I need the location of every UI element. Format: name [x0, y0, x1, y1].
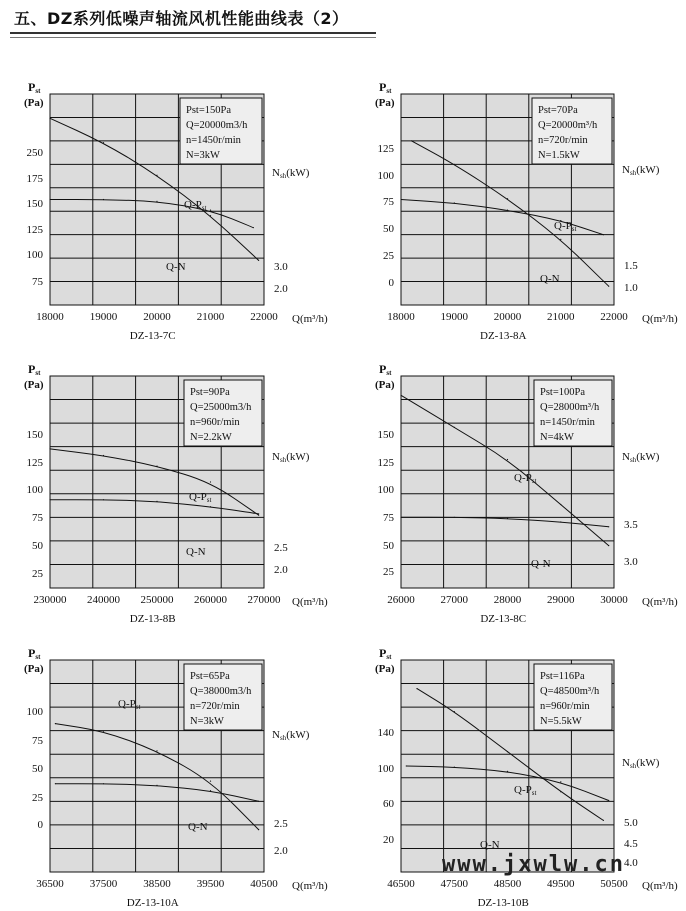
x-tick-label: 250000: [140, 594, 174, 606]
n-axis-label: Nsh(kW): [272, 167, 310, 180]
series-label-q-p-sub: st: [531, 789, 537, 797]
data-point-q-n: [49, 499, 50, 500]
x-tick-label: 21000: [196, 311, 225, 323]
y-tick-label: 0: [37, 819, 43, 831]
x-tick-label: 19000: [89, 311, 118, 323]
y-tick-label: 50: [383, 223, 394, 235]
data-point-q-n: [560, 781, 561, 782]
series-label-q-p: Q-Pst: [514, 472, 537, 485]
data-point-q-p: [411, 140, 412, 141]
data-point-q-p: [454, 164, 455, 165]
n-tick-label: 2.0: [274, 283, 288, 295]
spec-line: Q=25000m3/h: [190, 402, 252, 413]
data-point-q-p: [103, 731, 104, 732]
y-tick-label: 150: [377, 429, 394, 441]
data-point-q-n: [210, 790, 211, 791]
spec-line: Pst=150Pa: [186, 105, 232, 116]
series-label-q-n: Q-N: [186, 546, 206, 558]
data-point-q-p: [400, 395, 401, 396]
y-axis-label-sub: st: [386, 369, 392, 377]
n-tick-label: 3.0: [624, 556, 638, 568]
x-tick-label: 20000: [493, 311, 522, 323]
n-axis-label-sub: sh: [279, 734, 287, 742]
x-tick-label: 270000: [247, 594, 281, 606]
spec-line: Pst=65Pa: [190, 671, 230, 682]
x-axis-label: Q(m³/h): [642, 313, 678, 325]
data-point-q-n: [103, 499, 104, 500]
series-label-q-n: Q-N: [188, 821, 208, 833]
data-point-q-p: [103, 455, 104, 456]
data-point-q-n: [400, 517, 401, 518]
y-tick-label: 25: [32, 792, 43, 804]
n-tick-label: 3.5: [624, 519, 638, 531]
page-title: 五、DZ系列低噪声轴流风机性能曲线表（2）: [14, 9, 349, 28]
x-tick-label: 20000: [143, 311, 171, 323]
y-axis-label-sub: st: [386, 87, 392, 95]
data-point-q-p: [156, 466, 157, 467]
n-axis-label: Nsh(kW): [622, 757, 660, 770]
spec-line: N=3kW: [186, 150, 220, 161]
data-point-q-n: [454, 517, 455, 518]
y-axis-label-sub: st: [35, 87, 41, 95]
x-axis-label: Q(m³/h): [292, 313, 328, 325]
spec-line: n=1450r/min: [186, 135, 241, 146]
data-point-q-p: [258, 829, 259, 830]
data-point-q-n: [560, 521, 561, 522]
series-label-q-p-sub: st: [206, 496, 212, 504]
n-tick-label: 3.0: [274, 261, 288, 273]
data-point-q-p: [49, 448, 50, 449]
n-axis-label: Nsh(kW): [622, 451, 660, 464]
spec-line: N=1.5kW: [538, 150, 580, 161]
series-label-q-n: Q-N: [540, 273, 560, 285]
series-label-q-p: Q-Pst: [189, 491, 212, 504]
x-tick-label: 47500: [440, 878, 468, 890]
y-tick-label: 75: [32, 512, 43, 524]
spec-line: N=2.2kW: [190, 432, 232, 443]
y-tick-label: 100: [26, 249, 43, 261]
series-label-q-n: Q-N: [480, 839, 500, 851]
y-tick-label: 175: [26, 173, 43, 185]
n-tick-label: 4.0: [624, 857, 638, 869]
y-tick-label: 75: [32, 276, 43, 288]
y-tick-label: 250: [26, 147, 43, 159]
series-label-q-p: Q-Pst: [514, 784, 537, 797]
y-tick-label: 25: [32, 568, 43, 580]
n-axis-unit: (kW): [286, 451, 310, 463]
y-axis-label: Pst: [379, 362, 392, 377]
n-tick-label: 1.0: [624, 282, 638, 294]
series-label-q-n: Q-N: [531, 558, 551, 570]
n-axis-label-sub: sh: [629, 762, 637, 770]
data-point-q-p: [603, 820, 604, 821]
y-axis-unit: (Pa): [375, 97, 395, 109]
y-tick-label: 125: [377, 457, 394, 469]
x-tick-label: 49500: [547, 878, 575, 890]
spec-line: Q=48500m³/h: [540, 686, 600, 697]
data-point-q-p: [560, 239, 561, 240]
x-tick-label: 260000: [194, 594, 227, 606]
y-tick-label: 100: [377, 484, 394, 496]
data-point-q-p: [560, 791, 561, 792]
x-tick-label: 46500: [387, 878, 415, 890]
data-point-q-n: [608, 800, 609, 801]
data-point-q-p: [210, 781, 211, 782]
data-point-q-n: [103, 199, 104, 200]
y-tick-label: 50: [32, 763, 43, 775]
n-axis-label-sub: sh: [629, 169, 637, 177]
y-tick-label: 125: [377, 143, 394, 155]
n-axis-unit: (kW): [636, 451, 660, 463]
y-axis-unit: (Pa): [375, 379, 395, 391]
y-axis-label-sub: st: [35, 369, 41, 377]
spec-line: n=960r/min: [190, 417, 240, 428]
y-tick-label: 125: [26, 224, 43, 236]
data-point-q-p: [156, 175, 157, 176]
x-tick-label: 50500: [600, 878, 628, 890]
y-tick-label: 125: [26, 457, 43, 469]
data-point-q-n: [400, 199, 401, 200]
x-tick-label: 48500: [493, 878, 522, 890]
series-label-q-p: Q-Pst: [554, 220, 577, 233]
y-axis-label: Pst: [379, 80, 392, 95]
y-tick-label: 60: [383, 798, 394, 810]
n-tick-label: 2.0: [274, 845, 288, 857]
n-axis-label-sub: sh: [279, 172, 287, 180]
chart-name: DZ-13-8A: [480, 330, 527, 342]
data-point-q-p: [454, 711, 455, 712]
x-tick-label: 22000: [600, 311, 628, 323]
x-axis-label: Q(m³/h): [292, 880, 328, 892]
spec-line: Pst=116Pa: [540, 671, 585, 682]
data-point-q-n: [608, 526, 609, 527]
data-point-q-p: [49, 118, 50, 119]
x-tick-label: 39500: [196, 878, 225, 890]
spec-line: Q=28000m³/h: [540, 402, 600, 413]
watermark: www.jxwlw.cn: [442, 852, 625, 877]
y-axis-label: Pst: [28, 80, 41, 95]
series-label-q-p-sub: st: [201, 204, 207, 212]
x-tick-label: 36500: [36, 878, 64, 890]
y-tick-label: 75: [383, 512, 394, 524]
spec-line: n=960r/min: [540, 701, 590, 712]
chart-name: DZ-13-8B: [129, 613, 176, 625]
data-point-q-n: [103, 783, 104, 784]
data-point-q-p: [454, 427, 455, 428]
chart-name: DZ-13-10B: [477, 897, 529, 909]
data-point-q-p: [156, 750, 157, 751]
spec-line: N=4kW: [540, 432, 574, 443]
data-point-q-p: [416, 688, 417, 689]
y-axis-label-sub: st: [35, 653, 41, 661]
n-tick-label: 2.0: [274, 564, 288, 576]
n-axis-label-sub: sh: [629, 456, 637, 464]
data-point-q-p: [103, 142, 104, 143]
spec-line: Pst=90Pa: [190, 387, 230, 398]
y-tick-label: 150: [26, 429, 43, 441]
x-tick-label: 18000: [36, 311, 64, 323]
chart-name: DZ-13-10A: [126, 897, 179, 909]
chart-name: DZ-13-8C: [480, 613, 527, 625]
y-tick-label: 20: [383, 834, 394, 846]
spec-line: n=720r/min: [190, 701, 240, 712]
spec-line: n=1450r/min: [540, 417, 595, 428]
chart-dz-13-7c: [24, 80, 328, 342]
n-tick-label: 1.5: [624, 260, 638, 272]
data-point-q-p: [210, 215, 211, 216]
n-tick-label: 2.5: [274, 542, 288, 554]
spec-line: Pst=70Pa: [538, 105, 578, 116]
data-point-q-p: [608, 545, 609, 546]
data-point-q-n: [258, 801, 259, 802]
spec-line: N=5.5kW: [540, 716, 582, 727]
data-point-q-n: [253, 227, 254, 228]
y-axis-label: Pst: [28, 646, 41, 661]
data-point-q-n: [258, 513, 259, 514]
x-tick-label: 18000: [387, 311, 415, 323]
data-point-q-p: [507, 459, 508, 460]
y-tick-label: 50: [383, 540, 394, 552]
data-point-q-n: [507, 771, 508, 772]
n-axis-unit: (kW): [286, 729, 310, 741]
series-label-q-p-sub: st: [571, 225, 577, 233]
x-tick-label: 22000: [250, 311, 278, 323]
y-axis-unit: (Pa): [24, 663, 44, 675]
y-axis-unit: (Pa): [375, 663, 395, 675]
chart-dz-13-10a: [24, 646, 328, 909]
n-tick-label: 5.0: [624, 817, 638, 829]
x-tick-label: 30000: [600, 594, 628, 606]
chart-dz-13-8b: [24, 362, 328, 625]
data-point-q-n: [210, 210, 211, 211]
data-point-q-n: [507, 210, 508, 211]
y-axis-label-sub: st: [386, 653, 392, 661]
n-axis-label: Nsh(kW): [272, 729, 310, 742]
n-axis-label: Nsh(kW): [272, 451, 310, 464]
spec-line: n=720r/min: [538, 135, 588, 146]
data-point-q-n: [156, 501, 157, 502]
series-label-q-p: Q-Pst: [184, 199, 207, 212]
n-axis-label-sub: sh: [279, 456, 287, 464]
data-point-q-n: [156, 785, 157, 786]
data-point-q-n: [454, 202, 455, 203]
data-point-q-n: [55, 783, 56, 784]
y-axis-label: Pst: [379, 646, 392, 661]
y-axis-label: Pst: [28, 362, 41, 377]
n-axis-unit: (kW): [286, 167, 310, 179]
data-point-q-p: [608, 286, 609, 287]
n-axis-label: Nsh(kW): [622, 164, 660, 177]
n-axis-unit: (kW): [636, 757, 660, 769]
y-tick-label: 25: [383, 566, 394, 578]
x-tick-label: 21000: [547, 311, 575, 323]
data-point-q-p: [258, 260, 259, 261]
y-tick-label: 75: [383, 196, 394, 208]
x-tick-label: 37500: [89, 878, 118, 890]
data-point-q-n: [210, 506, 211, 507]
y-tick-label: 100: [377, 763, 394, 775]
chart-dz-13-8c: [375, 362, 678, 625]
chart-dz-13-8a: [375, 80, 678, 342]
data-point-q-n: [49, 199, 50, 200]
series-label-q-n: Q-N: [166, 261, 186, 273]
spec-line: Q=38000m3/h: [190, 686, 252, 697]
x-tick-label: 230000: [33, 594, 67, 606]
x-axis-label: Q(m³/h): [292, 596, 328, 608]
spec-line: Pst=100Pa: [540, 387, 586, 398]
data-point-q-n: [406, 765, 407, 766]
data-point-q-p: [210, 481, 211, 482]
x-tick-label: 19000: [440, 311, 468, 323]
n-axis-unit: (kW): [636, 164, 660, 176]
spec-line: Q=20000m³/h: [538, 120, 598, 131]
data-point-q-n: [156, 201, 157, 202]
data-point-q-p: [258, 515, 259, 516]
x-tick-label: 240000: [87, 594, 120, 606]
y-tick-label: 25: [383, 250, 394, 262]
x-tick-label: 26000: [387, 594, 415, 606]
y-tick-label: 75: [32, 735, 43, 747]
y-axis-unit: (Pa): [24, 379, 44, 391]
data-point-q-p: [560, 504, 561, 505]
series-label-q-p-sub: st: [531, 477, 537, 485]
x-tick-label: 40500: [250, 878, 278, 890]
data-point-q-p: [55, 723, 56, 724]
data-point-q-n: [454, 767, 455, 768]
n-tick-label: 2.5: [274, 818, 288, 830]
spec-line: Q=20000m3/h: [186, 120, 248, 131]
y-tick-label: 100: [377, 170, 394, 182]
data-point-q-n: [507, 518, 508, 519]
y-tick-label: 100: [26, 484, 43, 496]
y-axis-unit: (Pa): [24, 97, 44, 109]
data-point-q-p: [507, 751, 508, 752]
y-tick-label: 100: [26, 706, 43, 718]
x-tick-label: 27000: [440, 594, 468, 606]
n-tick-label: 4.5: [624, 838, 638, 850]
x-axis-label: Q(m³/h): [642, 596, 678, 608]
spec-line: N=3kW: [190, 716, 224, 727]
series-label-q-p-sub: st: [135, 703, 141, 711]
chart-name: DZ-13-7C: [129, 330, 176, 342]
x-axis-label: Q(m³/h): [642, 880, 678, 892]
y-tick-label: 50: [32, 540, 43, 552]
series-label-q-p: Q-Pst: [118, 698, 141, 711]
x-tick-label: 38500: [143, 878, 171, 890]
y-tick-label: 140: [377, 727, 394, 739]
data-point-q-p: [507, 198, 508, 199]
x-tick-label: 28000: [493, 594, 522, 606]
x-tick-label: 29000: [547, 594, 575, 606]
y-tick-label: 150: [26, 198, 43, 210]
y-tick-label: 0: [388, 277, 394, 289]
data-point-q-n: [603, 234, 604, 235]
